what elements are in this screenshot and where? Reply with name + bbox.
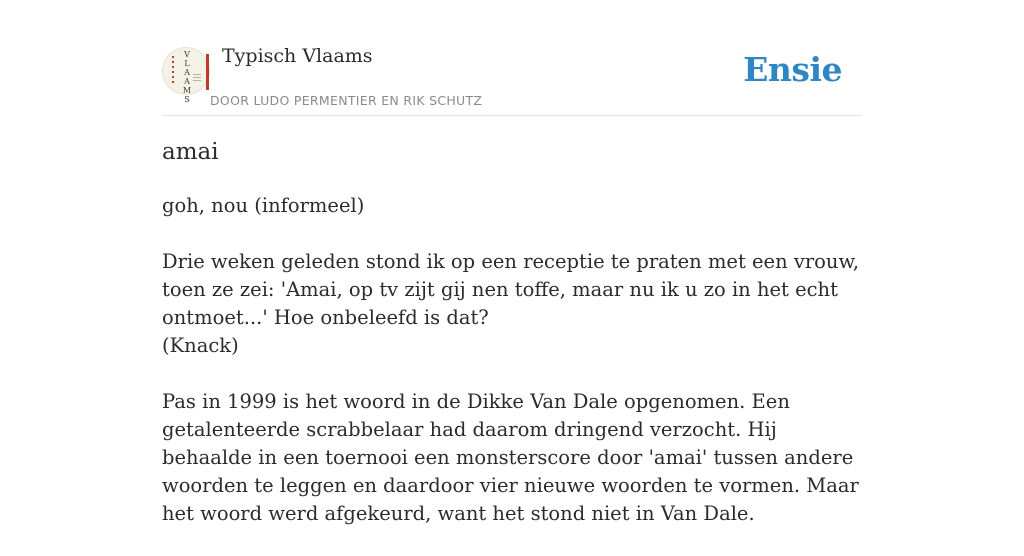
example-quote: Drie weken geleden stond ik op een receptie te praten met een vrouw, toen ze zei: 'Amai, op tv zijt gij nen toffe, maar nu ik u zo in het echt ontmoet...' Hoe onbeleefd is dat?: [162, 250, 860, 329]
page: [162, 0, 862, 525]
note: Pas in 1999 is het woord in de Dikke Van Dale opgenomen. Een getalenteerde scrabbelaar had daarom dringend verzocht. Hij behaalde in een toernooi een monsterscore door 'amai' tussen andere woorden te leggen en daardoor vier nieuwe woorden te vormen. Maar het woord werd afgekeurd, want het stond niet in Van Dale.: [162, 390, 859, 525]
headword: amai: [162, 139, 219, 165]
avatar-letters: V L A A M S: [182, 50, 192, 104]
avatar[interactable]: [162, 47, 210, 104]
entry-content: [162, 192, 862, 556]
ensie-logo[interactable]: Ensie: [743, 50, 842, 89]
header: [162, 0, 862, 116]
byline: DOOR LUDO PERMENTIER EN RIK SCHUTZ: [210, 93, 483, 108]
avatar-decoration: [172, 56, 174, 86]
collection-title[interactable]: Typisch Vlaams: [222, 45, 373, 67]
avatar-lines: [193, 74, 201, 82]
avatar-stripe: [206, 54, 209, 90]
definition: goh, nou (informeel): [162, 194, 365, 217]
example-block: [162, 248, 862, 360]
example-source: (Knack): [162, 334, 239, 357]
